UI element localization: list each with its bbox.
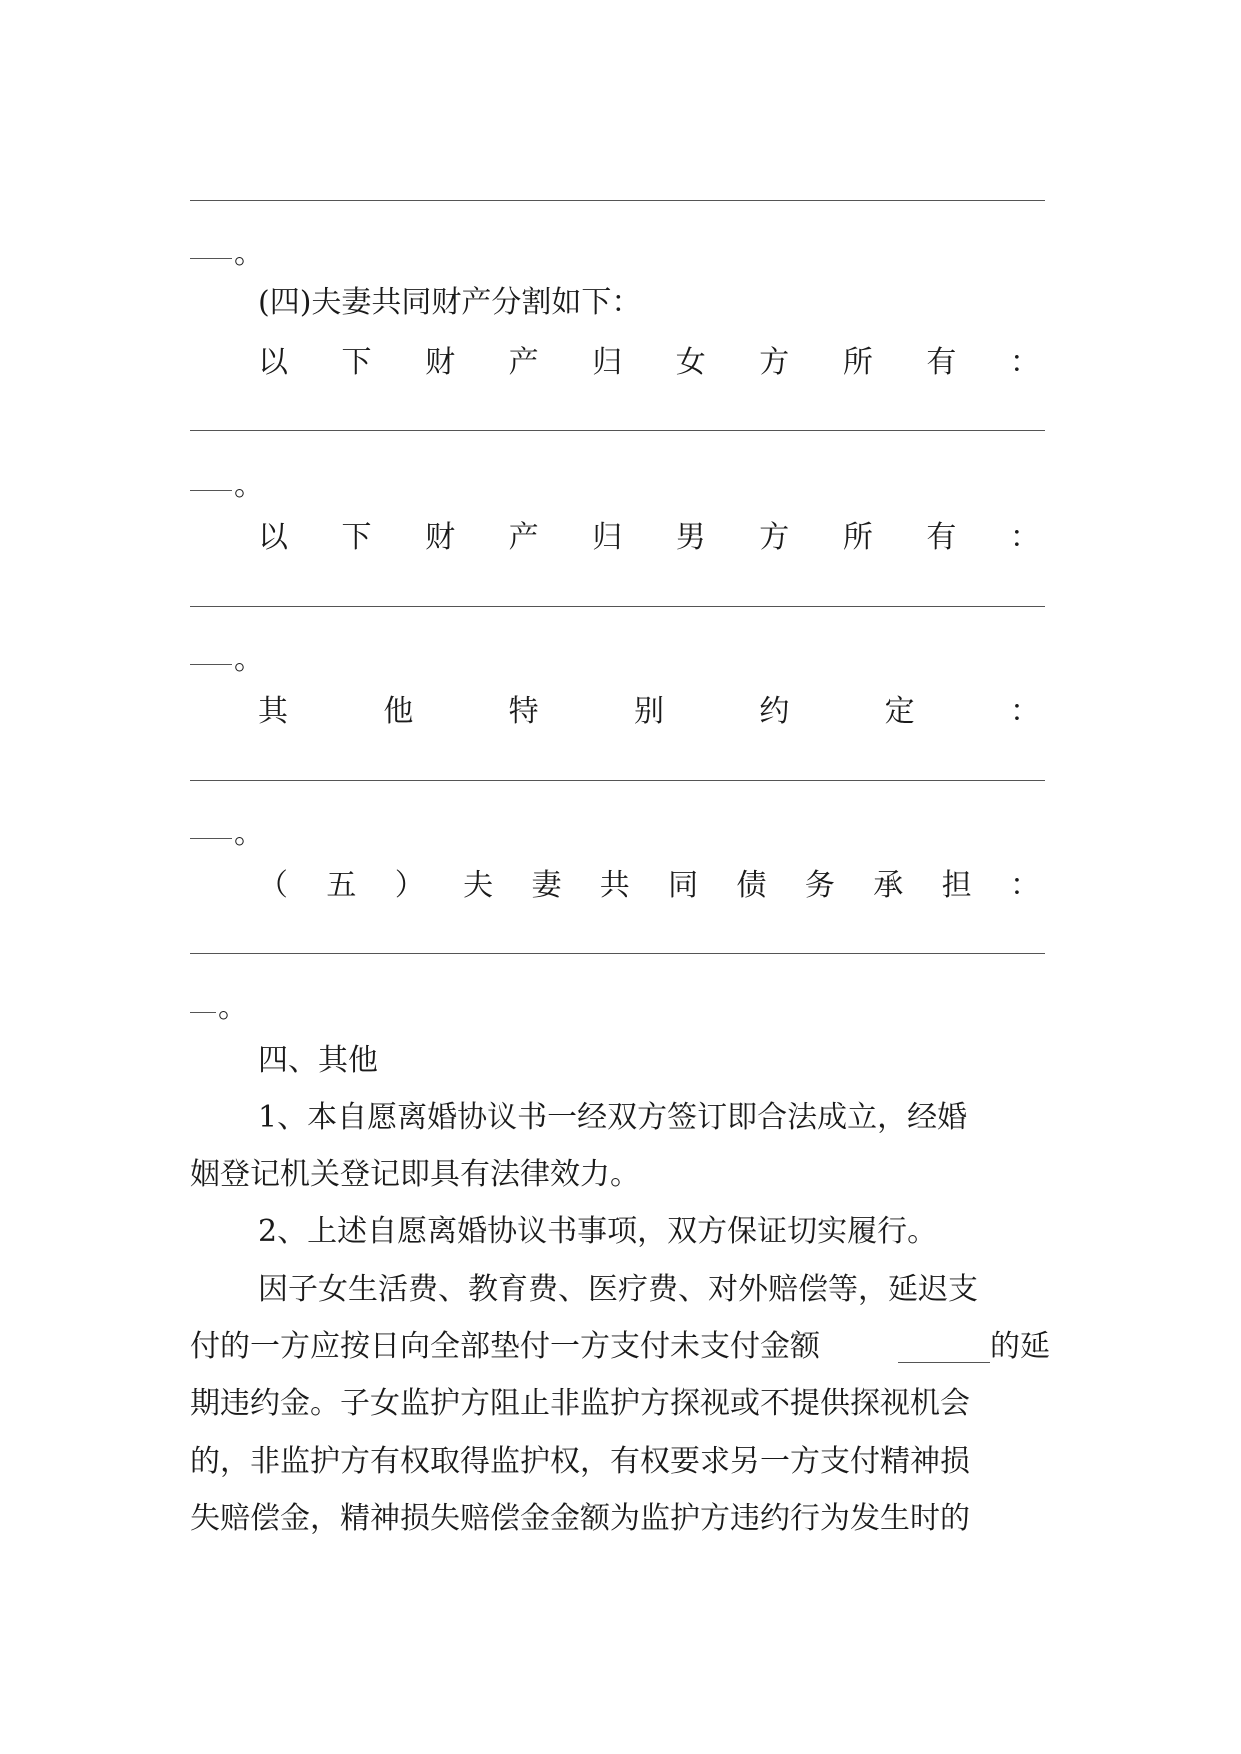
period: 。 — [234, 468, 264, 503]
label-char: 别 — [633, 694, 664, 729]
blank-stub — [190, 1012, 216, 1013]
label-char: 以 — [258, 345, 288, 380]
label-char: 所 — [842, 345, 873, 380]
blank-line — [190, 780, 1045, 781]
label-char: 方 — [759, 520, 790, 555]
paragraph-line-1: 因子女生活费、教育费、医疗费、对外赔偿等，延迟支 — [258, 1272, 978, 1307]
label-char: 五 — [326, 868, 357, 903]
label-char: 归 — [592, 345, 623, 380]
label-char: 下 — [341, 520, 372, 555]
paragraph-line-2b: 的延 — [990, 1329, 1050, 1364]
label-char: 务 — [804, 868, 835, 903]
period: 。 — [234, 236, 264, 271]
label-char: 归 — [592, 520, 623, 555]
label-char: 财 — [425, 520, 456, 555]
label-char: ： — [1009, 868, 1040, 903]
item-2: 2、上述自愿离婚协议书事项，双方保证切实履行。 — [258, 1214, 938, 1249]
male-property-label — [258, 518, 1040, 558]
label-char: 产 — [508, 520, 539, 555]
special-agreement-label — [258, 692, 1040, 732]
blank-line — [190, 606, 1045, 607]
label-char: ： — [1009, 520, 1040, 555]
blank-stub — [190, 664, 232, 665]
label-char: 女 — [675, 345, 706, 380]
period: 。 — [234, 642, 264, 677]
paragraph-line-5: 失赔偿金，精神损失赔偿金金额为监护方违约行为发生时的 — [190, 1501, 970, 1536]
label-char: 担 — [941, 868, 972, 903]
label-char: 他 — [383, 694, 414, 729]
label-char: ： — [1009, 345, 1040, 380]
label-char: 其 — [258, 694, 288, 729]
blank-line — [190, 430, 1045, 431]
paragraph-line-2a: 付的一方应按日向全部垫付一方支付未支付金额 — [190, 1329, 820, 1364]
blank-line — [190, 953, 1045, 954]
label-char: 男 — [675, 520, 706, 555]
label-char: 下 — [341, 345, 372, 380]
label-char: ： — [1009, 694, 1040, 729]
period: 。 — [218, 990, 248, 1025]
label-char: （ — [258, 868, 288, 903]
label-char: 夫 — [463, 868, 494, 903]
female-property-label — [258, 343, 1040, 383]
label-char: 妻 — [531, 868, 562, 903]
paragraph-line-3: 期违约金。子女监护方阻止非监护方探视或不提供探视机会 — [190, 1386, 970, 1421]
label-char: 约 — [759, 694, 790, 729]
label-char: 共 — [599, 868, 630, 903]
label-char: 财 — [425, 345, 456, 380]
label-char: 债 — [736, 868, 767, 903]
label-char: 所 — [842, 520, 873, 555]
label-char: 以 — [258, 520, 288, 555]
item-1-line-2: 姻登记机关登记即具有法律效力。 — [190, 1157, 640, 1192]
debt-label — [258, 866, 1040, 906]
section-heading-other: 四、其他 — [258, 1043, 378, 1078]
heading-section-4: (四)夫妻共同财产分割如下： — [258, 285, 642, 320]
item-1-line-1: 1、本自愿离婚协议书一经双方签订即合法成立，经婚 — [258, 1100, 968, 1135]
label-char: 方 — [759, 345, 790, 380]
label-char: ） — [394, 868, 425, 903]
label-char: 定 — [884, 694, 915, 729]
label-char: 产 — [508, 345, 539, 380]
label-char: 承 — [873, 868, 904, 903]
label-char: 特 — [508, 694, 539, 729]
blank-stub — [190, 838, 232, 839]
label-char: 同 — [668, 868, 699, 903]
blank-stub — [190, 490, 232, 491]
blank-stub — [190, 258, 232, 259]
label-char: 有 — [926, 345, 957, 380]
amount-blank — [898, 1362, 990, 1363]
blank-line — [190, 200, 1045, 201]
paragraph-line-4: 的，非监护方有权取得监护权，有权要求另一方支付精神损 — [190, 1444, 970, 1479]
label-char: 有 — [926, 520, 957, 555]
period: 。 — [234, 816, 264, 851]
